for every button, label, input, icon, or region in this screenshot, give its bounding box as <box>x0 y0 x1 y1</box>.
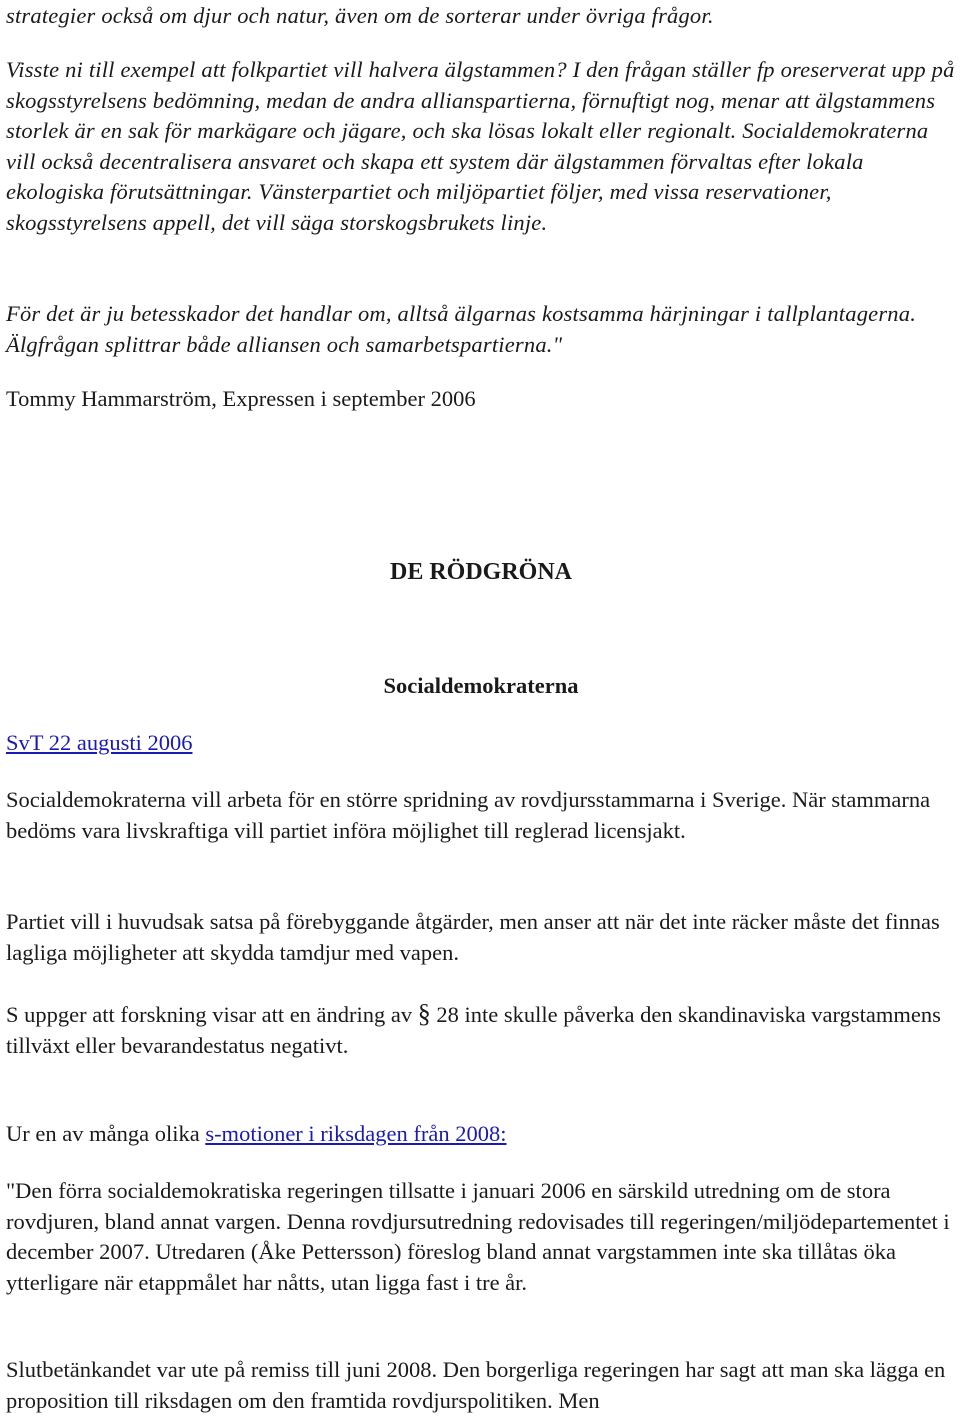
quote-attribution: Tommy Hammarström, Expressen i september 2006 <box>6 386 476 411</box>
paragraph-elk-policy: Visste ni till exempel att folkpartiet vill halvera älgstammen? I den frågan ställer fp oreserverat upp på skogsstyrelsens bedömning, medan de andra allianspartierna, förnuftigt nog, menar att älgstammens storlek är en sak för markägare och jägare, och ska lösas lokalt eller regionalt. Socialdemokraterna vill också decentralisera ansvaret och skapa ett system där älgstammen förvaltas efter lokala ekologiska förutsättningar. Vänsterpartiet och miljöpartiet följer, med vissa reservationer, skogsstyrelsens appell, det vill säga storskogsbrukets linje. <box>6 57 955 235</box>
party-heading: Socialdemokraterna <box>383 673 579 698</box>
motion-link[interactable]: s-motioner i riksdagen från 2008: <box>205 1121 507 1146</box>
motion-intro-text: Ur en av många olika <box>6 1121 206 1146</box>
paragraph-intro-tail: strategier också om djur och natur, även om de sorterar under övriga frågor. <box>6 3 714 28</box>
research-claim-part2: 28 inte skulle påverka den skandinaviska vargstammens tillväxt eller bevarandestatus negativt. <box>6 1002 941 1058</box>
paragraph-final-report: Slutbetänkandet var ute på remiss till juni 2008. Den borgerliga regeringen har sagt att man ska lägga en proposition till riksdagen om den framtida rovdjurspolitiken. Men <box>6 1357 946 1413</box>
source-link-svt[interactable]: SvT 22 augusti 2006 <box>6 730 193 755</box>
paragraph-motion-quote: "Den förra socialdemokratiska regeringen tillsatte i januari 2006 en särskild utredning om de stora rovdjuren, bland annat vargen. Denna rovdjursutredning redovisades till regeringen/miljödepartementet i december 2007. Utredaren (Åke Pettersson) föreslog bland annat vargstammen inte ska tillåtas öka ytterligare när etappmålet har nåtts, utan ligga fast i tre år. <box>6 1178 950 1295</box>
paragraph-research-claim <box>6 999 956 1061</box>
paragraph-predator-spread: Socialdemokraterna vill arbeta för en större spridning av rovdjursstammarna i Sverige. När stammarna bedöms vara livskraftiga vill partiet införa möjlighet till reglerad licensjakt. <box>6 787 931 843</box>
research-claim-part1: S uppger att forskning visar att en ändring av <box>6 1002 413 1027</box>
paragraph-preventive-measures: Partiet vill i huvudsak satsa på förebyggande åtgärder, men anser att när det inte räcker måste det finnas lagliga möjligheter att skydda tamdjur med vapen. <box>6 909 940 965</box>
paragraph-browsing-damage: För det är ju betesskador det handlar om, alltså älgarnas kostsamma härjningar i tallplantagerna. Älgfrågan splittrar både alliansen och samarbetspartierna." <box>6 301 917 357</box>
paragraph-motion-intro <box>6 1119 956 1150</box>
section-heading: DE RÖDGRÖNA <box>389 559 572 585</box>
section-symbol-icon: § <box>417 999 431 1028</box>
